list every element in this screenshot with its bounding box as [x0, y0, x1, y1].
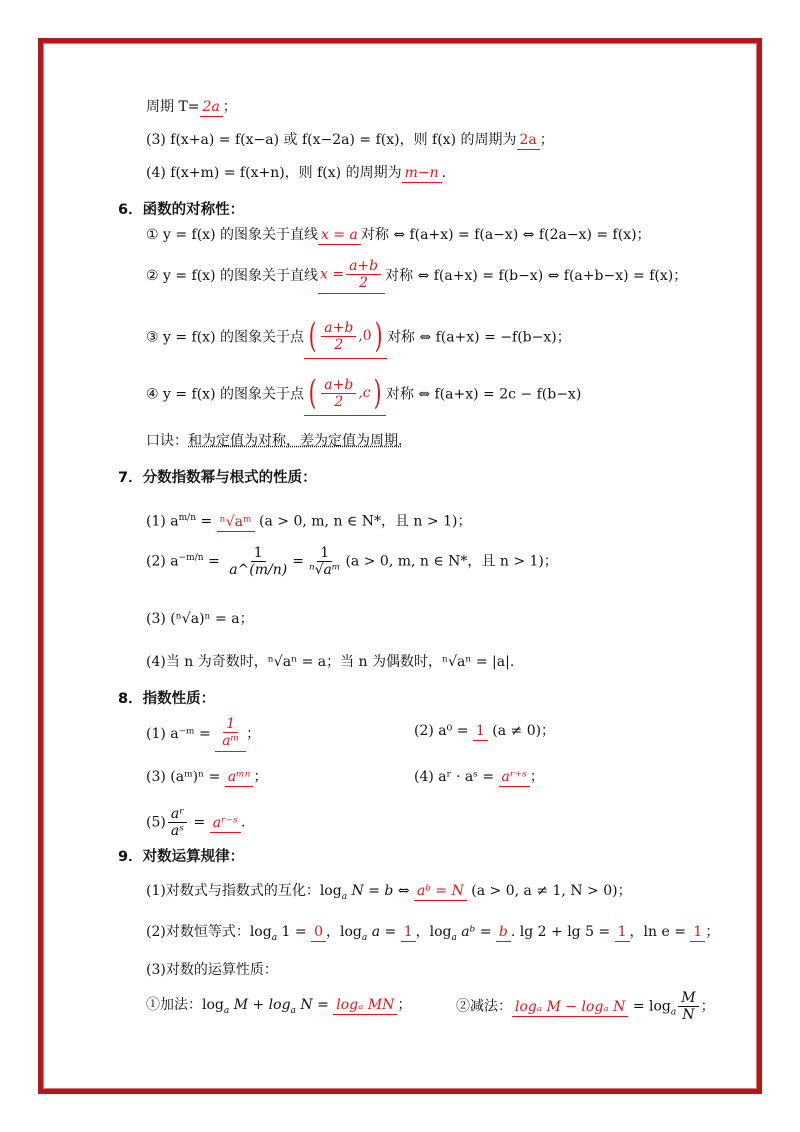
exponent: −m/n [178, 552, 204, 563]
period-line-3 [146, 131, 554, 150]
exponent-property-2 [414, 722, 555, 741]
log-add-rule [146, 996, 411, 1020]
text: ②减法： [456, 998, 512, 1015]
exponent: m/n [178, 513, 197, 523]
denominator: 2 [334, 393, 344, 410]
symmetry-item-1 [146, 226, 651, 245]
radical-property-4: (4)当 n 为奇数时，ⁿ√aⁿ = a；当 n 为偶数时，ⁿ√aⁿ = |a|. [146, 654, 515, 670]
text: 1 = [277, 924, 312, 940]
answer: x = a [318, 227, 361, 245]
text: = [189, 814, 210, 831]
exponent-property-5 [146, 806, 245, 839]
text: N = [295, 997, 334, 1013]
fraction [219, 716, 242, 749]
text: (2)对数恒等式：log [146, 924, 272, 940]
text: ； [539, 132, 554, 148]
text: . [241, 814, 246, 831]
section-heading-9: 9．对数运算规律： [118, 849, 245, 865]
text: ①加法：log [146, 997, 224, 1013]
answer: logₐ M − logₐ N [512, 999, 628, 1017]
text: aᵇ = [456, 924, 496, 940]
text: 口诀： [146, 433, 188, 449]
text: = [203, 553, 225, 570]
text: ； [705, 924, 720, 940]
text: x = [320, 266, 345, 283]
denominator: ⁿ√aᵐ [308, 562, 341, 578]
text: (3) f(x+a) = f(x−a) 或 f(x−2a) = f(x)，则 f(x) 的周期为 [146, 132, 517, 148]
text: (2) a⁰ = [414, 723, 473, 739]
text: 对称 ⇔ f(a+x) = 2c − f(b−x) [385, 386, 582, 403]
answer: 0 [311, 924, 326, 942]
text: ① y = f(x) 的图象关于直线 [146, 227, 318, 243]
answer: b [496, 924, 511, 942]
fraction [226, 545, 290, 578]
text: 和为定值为对称，差为定值为周期. [188, 433, 403, 449]
exponent-property-4 [414, 768, 544, 787]
text: = log [628, 998, 671, 1015]
denominator: 2 [334, 336, 344, 353]
subscript: a [341, 891, 348, 902]
denominator: N [682, 1007, 695, 1023]
answer: 2a [200, 99, 223, 117]
fraction [168, 806, 187, 839]
text: ； [253, 769, 268, 785]
text: ，ln e = [629, 924, 691, 940]
text: a = [367, 924, 401, 940]
fraction [306, 545, 344, 578]
text: N = b ⇔ [347, 883, 415, 899]
period-line-4 [146, 164, 446, 183]
denominator: aˢ [170, 823, 184, 839]
subscript: a [361, 932, 368, 943]
answer: ( $\frac{a+b}{2}$ ,c) [304, 373, 386, 416]
radical-property-2: (2) $a^{-m/n}$ = $\frac{1}{a\^{}(m/n)}$ = $\frac{1}{\text{ⁿ√aᵐ}}$ (a > 0, m, n ∈ N*，且 n > 1)； [146, 545, 558, 578]
denominator: 2 [359, 275, 369, 291]
exponent-property-3 [146, 768, 267, 787]
answer: 1 [690, 924, 705, 942]
text: (a > 0, m, n ∈ N*，且 n > 1)； [345, 553, 558, 570]
subscript: a [223, 1005, 230, 1016]
answer [318, 258, 385, 294]
denominator: aᵐ [222, 733, 240, 749]
answer: aʳ⁺ˢ [499, 769, 530, 787]
text: 对称 ⇔ f(a+x) = f(a−x) ⇔ f(2a−x) = f(x)； [360, 227, 651, 243]
subscript: a [670, 1007, 677, 1018]
text: . [441, 165, 447, 181]
text: (2) a [146, 553, 179, 570]
answer: aʳ⁻ˢ [210, 815, 241, 833]
text: ； [397, 997, 412, 1013]
text: (a > 0, a ≠ 1, N > 0)； [471, 883, 632, 899]
fraction [321, 377, 356, 410]
numerator: a+b [321, 377, 356, 394]
text: ,0 [358, 328, 372, 344]
numerator: M [678, 990, 698, 1007]
log-property-3: (3)对数的运算性质： [146, 962, 278, 978]
answer: m−n [402, 165, 442, 183]
answer: 1 [473, 723, 488, 741]
radical-property-3: (3) (ⁿ√a)ⁿ = a； [146, 611, 254, 627]
text: = [196, 513, 217, 530]
denominator: a^(m/n) [229, 562, 288, 578]
subscript: a [290, 1005, 296, 1016]
subscript: a [271, 932, 278, 943]
text: ,c [358, 385, 371, 401]
answer: 2a [517, 132, 540, 150]
text: (a ≠ 0)； [492, 723, 556, 739]
numerator: aʳ [168, 806, 187, 823]
symmetry-item-2 [146, 258, 687, 294]
text: ④ y = f(x) 的图象关于点 [146, 386, 304, 403]
period-line-1 [146, 98, 237, 117]
text: (a > 0, m, n ∈ N*，且 n > 1)； [259, 513, 472, 530]
text: ； [529, 769, 544, 785]
numerator: 1 [251, 545, 266, 562]
text: ③ y = f(x) 的图象关于点 [146, 329, 304, 346]
numerator: 1 [223, 716, 238, 733]
text: ，log [415, 924, 452, 940]
radical-property-1 [146, 509, 471, 532]
answer: ( $\frac{a+b}{2}$ ,0) [304, 316, 387, 359]
text: ，log [326, 924, 362, 940]
section-heading-7: 7．分数指数幂与根式的性质： [118, 470, 317, 486]
exponent-property-1 [146, 716, 260, 752]
answer: aᵐⁿ [225, 769, 254, 787]
symmetry-item-4 [146, 373, 581, 416]
text: (4) aʳ · aˢ = [414, 769, 499, 785]
log-property-1 [146, 882, 632, 906]
text: . lg 2 + lg 5 = [510, 924, 615, 940]
text: (1) a⁻ᵐ = [146, 726, 216, 742]
text: (5) [146, 814, 166, 831]
answer: 1 [401, 924, 416, 942]
fraction [321, 320, 356, 353]
answer [215, 716, 246, 752]
numerator: 1 [317, 545, 332, 562]
text: (3) (aᵐ)ⁿ = [146, 769, 225, 785]
text: ； [246, 726, 261, 742]
section-heading-8: 8．指数性质： [118, 691, 216, 707]
numerator: a+b [346, 258, 381, 275]
text: (4) f(x+m) = f(x+n)，则 f(x) 的周期为 [146, 165, 402, 181]
section-heading-6: 6．函数的对称性： [118, 202, 245, 218]
answer: aᵇ = N [414, 883, 467, 901]
answer: 1 [615, 924, 630, 942]
subscript: a [451, 932, 457, 943]
text: 周期 T= [146, 99, 200, 115]
answer: ⁿ√aᵐ [217, 514, 255, 532]
text: (1) a [146, 513, 179, 530]
mnemonic [146, 432, 402, 450]
fraction [346, 258, 381, 291]
text: ； [222, 99, 237, 115]
numerator: a+b [321, 320, 356, 337]
text: ② y = f(x) 的图象关于直线 [146, 268, 318, 284]
text: (1)对数式与指数式的互化：log [146, 883, 342, 899]
symmetry-item-3 [146, 316, 571, 359]
log-property-2 [146, 923, 719, 947]
answer: logₐ MN [333, 997, 397, 1015]
text: 对称 ⇔ f(a+x) = f(b−x) ⇔ f(a+b−x) = f(x)； [385, 268, 688, 284]
text: M + log [229, 997, 291, 1013]
text: 对称 ⇔ f(a+x) = −f(b−x)； [386, 329, 571, 346]
log-subtract-rule [456, 990, 715, 1023]
fraction [678, 990, 698, 1023]
text: ； [700, 998, 715, 1015]
